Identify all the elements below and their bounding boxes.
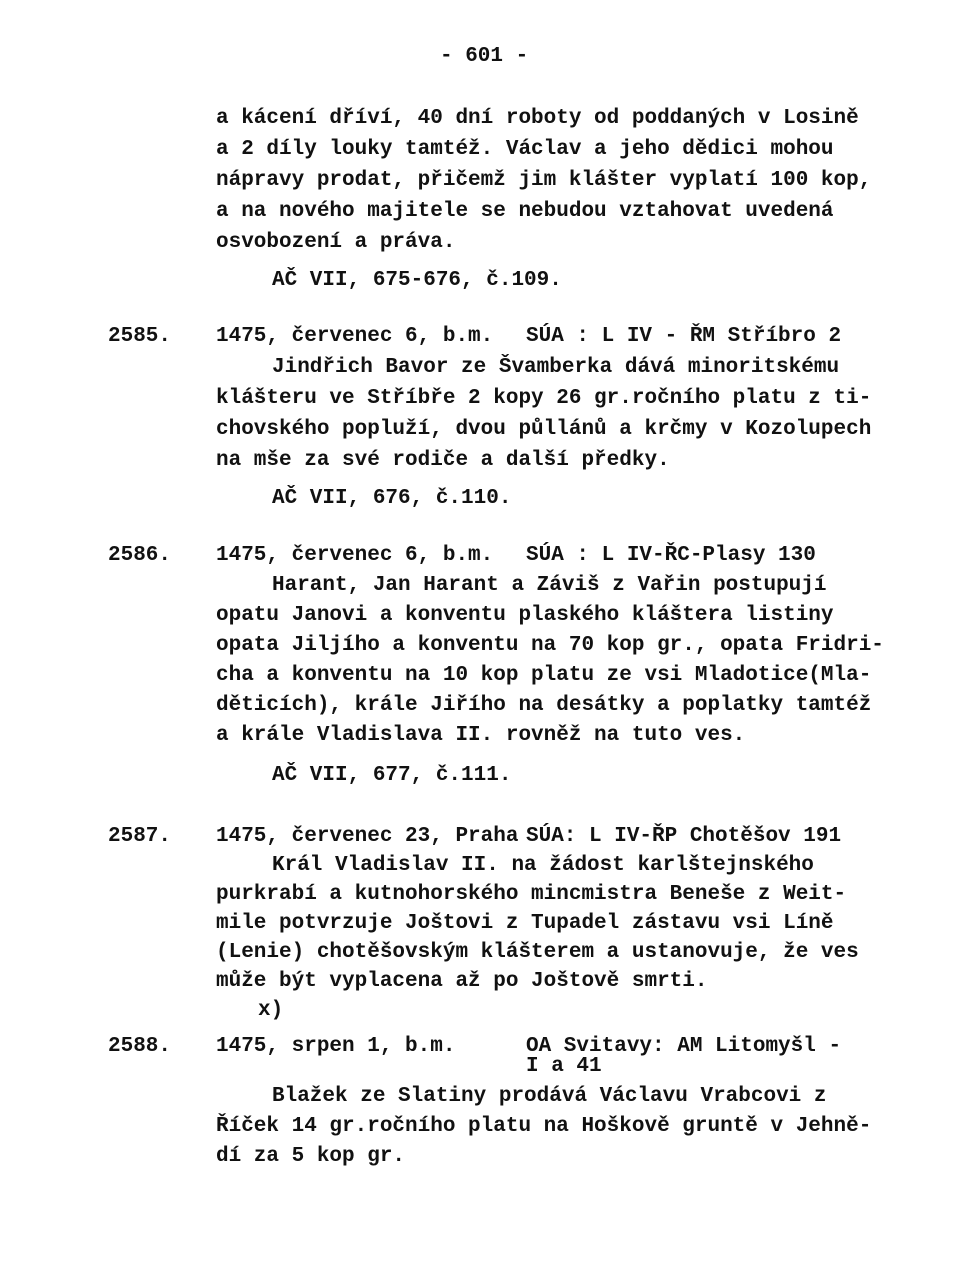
entry-number: 2588. [108,1035,172,1058]
entry-date: 1475, srpen 1, b.m. [216,1035,456,1058]
entry-text-line: Říček 14 gr.ročního platu na Hoškově gruntě v Jehně- [216,1115,872,1138]
intro-line: a na nového majitele se nebudou vztahovat uvedená [216,200,834,223]
archive-signature: OA Svitavy: AM Litomyšl - [526,1035,842,1058]
archive-signature: SÚA: L IV-ŘP Chotěšov 191 [526,825,842,848]
entry-text-line: mile potvrzuje Joštovi z Tupadel zástavu vsi Líně [216,912,834,935]
entry-number: 2586. [108,544,172,567]
entry-text-line: opatu Janovi a konventu plaského kláštera listiny [216,604,834,627]
entry-number: 2587. [108,825,172,848]
source-reference: AČ VII, 676, č.110. [272,487,512,510]
entry-text-line: děticích), krále Jiřího na desátky a poplatky tamtéž [216,694,872,717]
entry-text-line: Blažek ze Slatiny prodává Václavu Vrabcovi z [272,1085,827,1108]
entry-text-line: na mše za své rodiče a další předky. [216,449,670,472]
intro-line: nápravy prodat, přičemž jim klášter vyplatí 100 kop, [216,169,872,192]
entry-text-line: purkrabí a kutnohorského mincmistra Beneše z Weit- [216,883,847,906]
archive-signature: SÚA : L IV - ŘM Stříbro 2 [526,325,842,348]
entry-text-line: cha a konventu na 10 kop platu ze vsi Mladotice(Mla- [216,664,872,687]
entry-text-line: klášteru ve Stříbře 2 kopy 26 gr.ročního platu z ti- [216,387,872,410]
entry-date: 1475, červenec 23, Praha [216,825,519,848]
entry-text-line: chovského popluží, dvou půllánů a krčmy v Kozolupech [216,418,872,441]
source-reference: AČ VII, 675-676, č.109. [272,269,562,292]
entry-number: 2585. [108,325,172,348]
archive-signature: SÚA : L IV-ŘC-Plasy 130 [526,544,816,567]
entry-text-line: a krále Vladislava II. rovněž na tuto ves. [216,724,746,747]
intro-line: a kácení dříví, 40 dní roboty od poddaných v Losině [216,107,859,130]
intro-line: a 2 díly louky tamtéž. Václav a jeho dědici mohou [216,138,834,161]
entry-text-line: může být vyplacena až po Joštově smrti. [216,970,708,993]
entry-text-line: Jindřich Bavor ze Švamberka dává minoritskému [272,356,840,379]
page-number: - 601 - [440,45,529,68]
source-reference: AČ VII, 677, č.111. [272,764,512,787]
entry-text-line: Harant, Jan Harant a Záviš z Vařin postupují [272,574,827,597]
entry-text-line: (Lenie) chotěšovským klášterem a ustanovuje, že ves [216,941,859,964]
archive-signature-cont: I a 41 [526,1055,602,1078]
entry-date: 1475, červenec 6, b.m. [216,325,494,348]
footnote-marker: x) [258,999,284,1022]
entry-date: 1475, červenec 6, b.m. [216,544,494,567]
entry-text-line: Král Vladislav II. na žádost karlštejnského [272,854,814,877]
entry-text-line: opata Jiljího a konventu na 70 kop gr., opata Fridri- [216,634,884,657]
entry-text-line: dí za 5 kop gr. [216,1145,406,1168]
intro-line: osvobození a práva. [216,231,456,254]
